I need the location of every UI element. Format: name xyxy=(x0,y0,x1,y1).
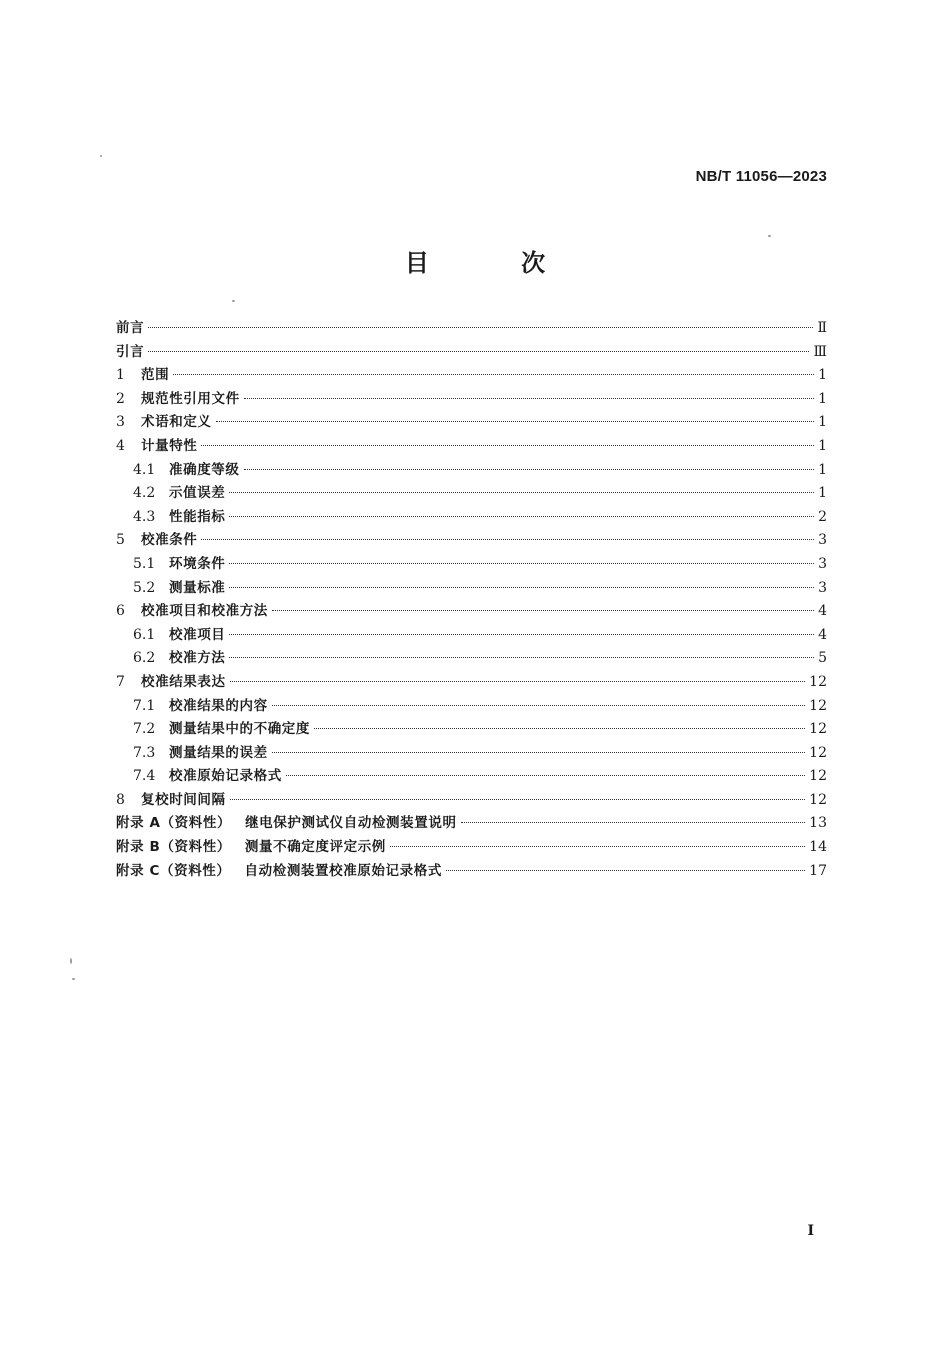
toc-entry[interactable] xyxy=(116,860,827,884)
toc-entry-number: 7 xyxy=(116,673,125,690)
scan-speck xyxy=(232,300,235,302)
toc-entry-page: 1 xyxy=(818,414,827,431)
toc-title: 目 次 xyxy=(404,249,588,277)
toc-entry[interactable] xyxy=(116,765,827,789)
toc-entry-label: 继电保护测试仪自动检测装置说明 xyxy=(245,815,457,832)
toc-leader-dots xyxy=(229,634,814,635)
toc-entry-number: 8 xyxy=(116,791,125,808)
toc-leader-dots xyxy=(272,752,805,753)
toc-leader-dots xyxy=(201,539,814,540)
toc-leader-dots xyxy=(229,563,814,564)
toc-entry[interactable] xyxy=(116,459,827,483)
toc-leader-dots xyxy=(286,775,805,776)
toc-entry-page: 14 xyxy=(809,839,827,856)
toc-entry-number: 6.2 xyxy=(133,650,156,667)
toc-entry-number: 6.1 xyxy=(133,626,156,643)
toc-entry-page: 5 xyxy=(818,650,827,667)
toc-leader-dots xyxy=(244,398,814,399)
toc-entry-number: 5.2 xyxy=(133,579,156,596)
toc-entry-label: 复校时间间隔 xyxy=(141,791,226,808)
toc-entry[interactable] xyxy=(116,482,827,506)
toc-entry-number: 3 xyxy=(116,414,125,431)
toc-leader-dots xyxy=(230,799,806,800)
toc-entry-page: 2 xyxy=(818,508,827,525)
toc-entry[interactable] xyxy=(116,577,827,601)
toc-entry[interactable] xyxy=(116,718,827,742)
toc-leader-dots xyxy=(244,469,815,470)
toc-leader-dots xyxy=(148,327,813,328)
toc-entry-number: 4.3 xyxy=(133,508,156,525)
toc-leader-dots xyxy=(230,681,806,682)
toc-entry[interactable] xyxy=(116,529,827,553)
toc-entry-page: 12 xyxy=(809,697,827,714)
toc-entry-label: 校准结果的内容 xyxy=(169,697,268,714)
toc-entry-number: 6 xyxy=(116,603,125,620)
toc-entry-label: 性能指标 xyxy=(169,508,226,525)
toc-leader-dots xyxy=(229,516,814,517)
toc-entry[interactable] xyxy=(116,600,827,624)
toc-entry-page: 1 xyxy=(818,367,827,384)
toc-entry-page: 1 xyxy=(818,461,827,478)
standard-code: NB/T 11056—2023 xyxy=(695,168,827,185)
toc-leader-dots xyxy=(272,610,814,611)
toc-entry-label: 示值误差 xyxy=(169,485,226,502)
toc-entry-page: 12 xyxy=(809,791,827,808)
toc-leader-dots xyxy=(216,421,815,422)
toc-leader-dots xyxy=(173,374,814,375)
toc-entry[interactable] xyxy=(116,553,827,577)
toc-entry-label: 校准条件 xyxy=(141,532,198,549)
toc-entry-number: 2 xyxy=(116,390,125,407)
toc-entry-label: 校准结果表达 xyxy=(141,673,226,690)
toc-entry-page: 3 xyxy=(818,532,827,549)
toc-entry[interactable] xyxy=(116,411,827,435)
toc-entry[interactable] xyxy=(116,695,827,719)
toc-entry-label: 术语和定义 xyxy=(141,414,212,431)
toc-entry[interactable] xyxy=(116,341,827,365)
toc-entry-page: 1 xyxy=(818,485,827,502)
toc-entry-page: 3 xyxy=(818,555,827,572)
toc-entry-page: 13 xyxy=(809,815,827,832)
toc-entry-page: 1 xyxy=(818,390,827,407)
toc-entry-label: 测量结果的误差 xyxy=(169,744,268,761)
toc-entry[interactable] xyxy=(116,812,827,836)
toc-entry-number: 7.3 xyxy=(133,744,156,761)
toc-entry-page: 12 xyxy=(809,721,827,738)
toc-entry-label: 校准原始记录格式 xyxy=(169,768,282,785)
toc-entry-page: 12 xyxy=(809,744,827,761)
toc-entry-number: 附录 B（资料性） xyxy=(116,839,231,856)
toc-entry-number: 7.4 xyxy=(133,768,156,785)
toc-entry-number: 5.1 xyxy=(133,555,156,572)
scan-speck xyxy=(100,155,102,157)
table-of-contents xyxy=(116,317,827,883)
toc-entry-page: Ⅲ xyxy=(813,343,827,360)
toc-entry[interactable] xyxy=(116,435,827,459)
toc-entry-page: 12 xyxy=(809,673,827,690)
toc-entry-label: 测量标准 xyxy=(169,579,226,596)
scan-speck xyxy=(768,235,771,237)
toc-entry-number: 4 xyxy=(116,437,125,454)
toc-leader-dots xyxy=(201,445,814,446)
toc-entry-label: 校准项目和校准方法 xyxy=(141,603,268,620)
toc-entry-number: 附录 C（资料性） xyxy=(116,862,231,879)
toc-entry[interactable] xyxy=(116,317,827,341)
scan-speck xyxy=(70,958,72,964)
toc-entry-label: 校准项目 xyxy=(169,626,226,643)
toc-entry[interactable] xyxy=(116,789,827,813)
scan-speck xyxy=(72,978,75,980)
toc-leader-dots xyxy=(148,351,809,352)
toc-entry-label: 前言 xyxy=(116,320,145,336)
toc-entry-page: 1 xyxy=(818,437,827,454)
toc-entry-label: 自动检测装置校准原始记录格式 xyxy=(244,862,442,879)
toc-entry[interactable] xyxy=(116,506,827,530)
toc-entry[interactable] xyxy=(116,836,827,860)
toc-leader-dots xyxy=(390,846,805,847)
toc-entry-number: 4.1 xyxy=(133,461,156,478)
toc-entry-number: 4.2 xyxy=(133,485,156,502)
toc-entry[interactable] xyxy=(116,742,827,766)
toc-entry-label: 引言 xyxy=(116,343,145,360)
toc-entry-number: 5 xyxy=(116,532,125,549)
toc-entry-page: 17 xyxy=(809,862,827,879)
toc-entry[interactable] xyxy=(116,388,827,412)
toc-entry-label: 校准方法 xyxy=(169,650,226,667)
toc-entry-label: 测量不确定度评定示例 xyxy=(244,839,386,856)
toc-entry-page: 4 xyxy=(818,603,827,620)
toc-entry-number: 附录 A（资料性） xyxy=(116,815,232,832)
toc-entry-number: 7.2 xyxy=(133,721,156,738)
toc-leader-dots xyxy=(272,705,805,706)
page-number: I xyxy=(807,1223,814,1239)
toc-leader-dots xyxy=(229,587,814,588)
toc-entry-number: 7.1 xyxy=(133,697,156,714)
toc-leader-dots xyxy=(229,492,814,493)
toc-entry[interactable] xyxy=(116,647,827,671)
toc-entry-label: 范围 xyxy=(141,367,170,384)
toc-entry-label: 计量特性 xyxy=(141,437,198,454)
toc-entry-label: 环境条件 xyxy=(169,555,226,572)
toc-entry[interactable] xyxy=(116,671,827,695)
toc-entry-page: 12 xyxy=(809,768,827,785)
toc-entry-page: Ⅱ xyxy=(817,320,827,336)
toc-entry-page: 3 xyxy=(818,579,827,596)
toc-entry-label: 测量结果中的不确定度 xyxy=(169,721,310,738)
toc-leader-dots xyxy=(229,657,814,658)
toc-entry-label: 规范性引用文件 xyxy=(141,390,240,407)
toc-leader-dots xyxy=(314,728,805,729)
toc-entry-label: 准确度等级 xyxy=(169,461,240,478)
toc-leader-dots xyxy=(446,870,805,871)
toc-entry[interactable] xyxy=(116,364,827,388)
toc-leader-dots xyxy=(461,822,806,823)
toc-entry[interactable] xyxy=(116,624,827,648)
toc-entry-page: 4 xyxy=(818,626,827,643)
toc-entry-number: 1 xyxy=(116,367,125,384)
